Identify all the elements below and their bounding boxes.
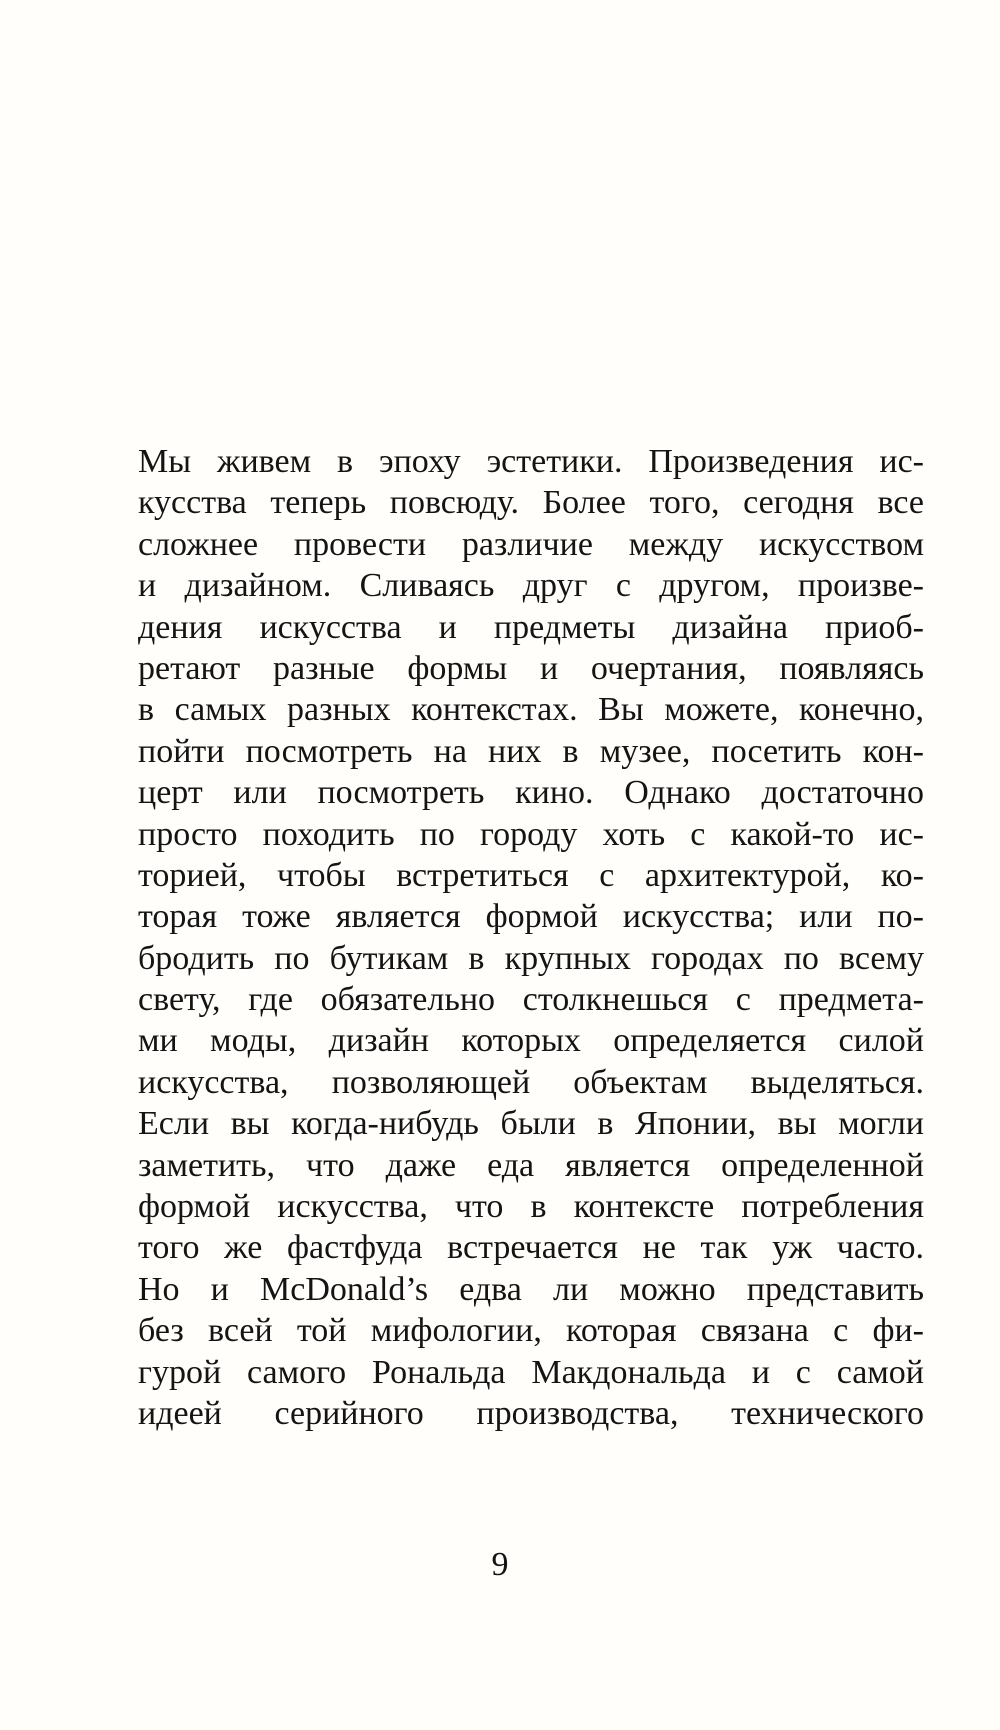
text-line: Если вы когда-нибудь были в Японии, вы могли: [138, 1105, 924, 1143]
text-line: торая тоже является формой искусства; или по-: [138, 898, 924, 936]
text-line: торией, чтобы встретиться с архитектурой, ко-: [138, 856, 924, 894]
text-line: дения искусства и предметы дизайна приоб-: [138, 608, 924, 646]
text-line: кусства теперь повсюду. Более того, сегодня все: [138, 484, 924, 522]
text-line: свету, где обязательно столкнешься с предмета-: [138, 981, 924, 1019]
page-number: 9: [491, 1546, 509, 1583]
text-line: идеей серийного производства, технического: [138, 1394, 924, 1432]
text-line: и дизайном. Сливаясь друг с другом, произве-: [138, 567, 924, 605]
text-line: ретают разные формы и очертания, появляясь: [138, 649, 924, 687]
text-line: гурой самого Рональда Макдональда и с самой: [138, 1353, 924, 1391]
text-line: сложнее провести различие между искусством: [138, 525, 924, 563]
text-line: заметить, что даже еда является определенной: [138, 1146, 924, 1184]
body-text: [138, 441, 924, 1434]
text-line: церт или посмотреть кино. Однако достаточно: [138, 774, 924, 812]
text-line: Но и McDonald’s едва ли можно представить: [138, 1270, 924, 1308]
text-line: искусства, позволяющей объектам выделяться.: [138, 1063, 924, 1101]
text-line: бродить по бутикам в крупных городах по всему: [138, 939, 924, 977]
text-line: того же фастфуда встречается не так уж часто.: [138, 1229, 924, 1267]
text-line: ми моды, дизайн которых определяется силой: [138, 1022, 924, 1060]
text-line: формой искусства, что в контексте потребления: [138, 1188, 924, 1226]
text-line: в самых разных контекстах. Вы можете, конечно,: [138, 691, 924, 729]
text-line: пойти посмотреть на них в музее, посетить кон-: [138, 732, 924, 770]
text-line: просто походить по городу хоть с какой-то ис-: [138, 815, 924, 853]
text-line: Мы живем в эпоху эстетики. Произведения ис-: [138, 443, 924, 480]
text-line: без всей той мифологии, которая связана с фи-: [138, 1312, 924, 1350]
